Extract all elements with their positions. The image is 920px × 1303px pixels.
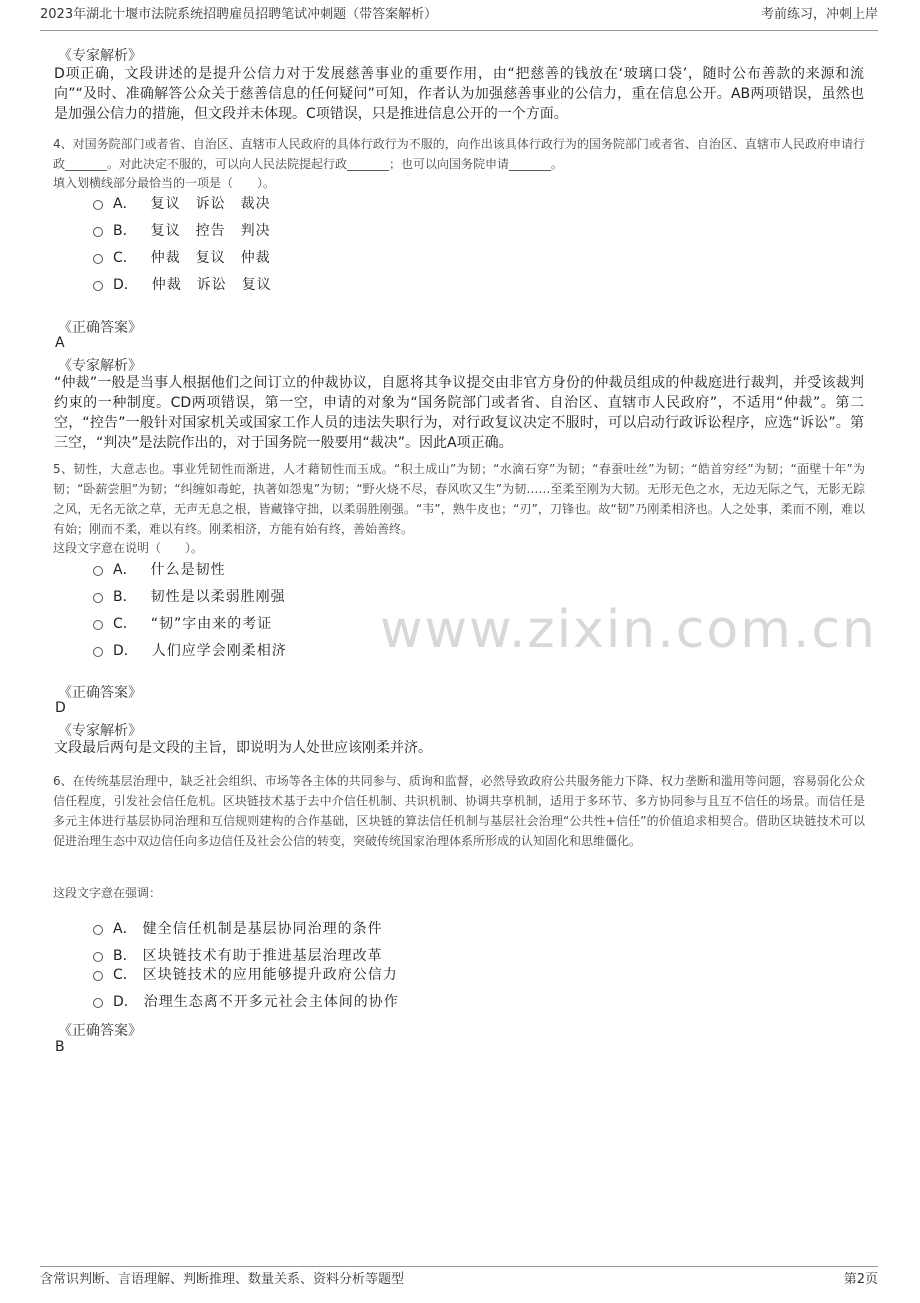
- radio-icon[interactable]: [93, 227, 103, 237]
- q6-option-b[interactable]: B． 区块链技术有助于推进基层治理改革: [93, 945, 383, 965]
- radio-icon[interactable]: [93, 971, 103, 981]
- q4-stem: 4、对国务院部门或者省、自治区、直辖市人民政府的具体行政行为不服的，向作出该具体行政行为的国务院部门或者省、自治区、直辖市人民政府申请行政_______。对此决定不服的，可以向人民法院提起行政_______；也可以向国务院申请_______。: [53, 137, 865, 171]
- q6-stem: 6、在传统基层治理中，缺乏社会组织、市场等各主体的共同参与、质询和监督，必然导致政府公共服务能力下降、权力垄断和滥用等问题，容易弱化公众信任程度，引发社会信任危机。区块链技术基于去中介信任机制、共识机制、协调共享机制，适用于多环节、多方协同参与且互不信任的场景。而信任是多元主体进行基层协同治理和互信规则建构的合作基础，区块链的算法信任机制与基层社会治理“公共性+信任”的价值追求相契合。借助区块链技术可以促进治理生态中双边信任向多边信任及社会公信的转变，突破传统国家治理体系所形成的认知固化和思维僵化。: [53, 774, 865, 848]
- q5-analysis: 文段最后两句是文段的主旨，即说明为人处世应该刚柔并济。: [54, 740, 432, 756]
- radio-icon[interactable]: [93, 200, 103, 210]
- q4-option-c[interactable]: C． 仲裁 复议 仲裁: [93, 247, 271, 267]
- page-number: 第2页: [843, 1272, 878, 1287]
- q6-answer: B: [55, 1039, 65, 1055]
- q3-analysis: D项正确，文段讲述的是提升公信力对于发展慈善事业的重要作用，由“把慈善的钱放在‘玻璃口袋’，随时公布善款的来源和流向”“及时、准确解答公众关于慈善信息的任何疑问”可知，作者认为加强慈善事业的公信力，重在信息公开。AB两项错误，虽然也是加强公信力的措施，但文段并未体现。C项错误，只是推进信息公开的一个方面。: [54, 66, 864, 122]
- q4-option-d[interactable]: D． 仲裁 诉讼 复议: [93, 274, 272, 294]
- q5-option-c[interactable]: C． “韧”字由来的考证: [93, 613, 272, 633]
- footer-description: 含常识判断、言语理解、判断推理、数量关系、资料分析等题型: [40, 1272, 405, 1287]
- correct-answer-label: 《正确答案》: [58, 1023, 142, 1039]
- radio-icon[interactable]: [93, 566, 103, 576]
- radio-icon[interactable]: [93, 998, 103, 1008]
- page-footer: [40, 1266, 878, 1303]
- q4-answer: A: [55, 335, 65, 351]
- q5-answer: D: [55, 700, 66, 716]
- q6-prompt: 这段文字意在强调：: [53, 886, 162, 900]
- expert-analysis-label: 《专家解析》: [58, 723, 142, 739]
- q5-option-d[interactable]: D． 人们应学会刚柔相济: [93, 640, 287, 660]
- q4-option-b[interactable]: B． 复议 控告 判决: [93, 220, 271, 240]
- expert-analysis-label: 《专家解析》: [58, 358, 142, 374]
- expert-analysis-label: 《专家解析》: [58, 48, 142, 64]
- correct-answer-label: 《正确答案》: [58, 320, 142, 336]
- q6-option-d[interactable]: D． 治理生态离不开多元社会主体间的协作: [93, 991, 399, 1011]
- radio-icon[interactable]: [93, 593, 103, 603]
- q4-prompt: 填入划横线部分最恰当的一项是（ ）。: [53, 176, 276, 190]
- watermark: www.zixin.com.cn: [380, 600, 877, 660]
- header-slogan: 考前练习，冲刺上岸: [760, 7, 878, 22]
- page-header: [40, 0, 878, 31]
- document-title: 2023年湖北十堰市法院系统招聘雇员招聘笔试冲刺题（带答案解析）: [40, 7, 438, 22]
- q5-stem: 5、韧性，大意志也。事业凭韧性而渐进，人才藉韧性而玉成。“积土成山”为韧；“水滴石穿”为韧；“春蚕吐丝”为韧；“皓首穷经”为韧；“面壁十年”为韧；“卧薪尝胆”为韧；“纠缠如毒蛇，执著如怨鬼”为韧；“野火烧不尽，春风吹又生”为韧……至柔至刚为大韧。无形无色之水，无边无际之气，无影无踪之风，无名无欲之草，无声无息之根，皆藏锋守拙，以柔弱胜刚强。“韦”，熟牛皮也；“刃”，刀锋也。故“韧”乃刚柔相济也。人之处事，柔而不刚，难以有始；刚而不柔，难以有终。刚柔相济，方能有始有终，善始善终。: [53, 462, 865, 536]
- radio-icon[interactable]: [93, 281, 103, 291]
- radio-icon[interactable]: [93, 925, 103, 935]
- radio-icon[interactable]: [93, 952, 103, 962]
- radio-icon[interactable]: [93, 254, 103, 264]
- radio-icon[interactable]: [93, 647, 103, 657]
- correct-answer-label: 《正确答案》: [58, 685, 142, 701]
- q5-prompt: 这段文字意在说明（ ）。: [53, 541, 204, 555]
- q6-option-c[interactable]: C． 区块链技术的应用能够提升政府公信力: [93, 964, 398, 984]
- q4-analysis: “仲裁”一般是当事人根据他们之间订立的仲裁协议，自愿将其争议提交由非官方身份的仲裁员组成的仲裁庭进行裁判，并受该裁判约束的一种制度。CD两项错误，第一空，申请的对象为“国务院部门或者省、自治区、直辖市人民政府”，不适用“仲裁”。第二空，“控告”一般针对国家机关或国家工作人员的违法失职行为，对行政复议决定不服时，可以启动行政诉讼程序，应选“诉讼”。第三空，“判决”是法院作出的，对于国务院一般要用“裁决”。因此A项正确。: [54, 375, 864, 451]
- q5-option-a[interactable]: A． 什么是韧性: [93, 559, 226, 579]
- q5-option-b[interactable]: B． 韧性是以柔弱胜刚强: [93, 586, 286, 606]
- radio-icon[interactable]: [93, 620, 103, 630]
- q4-option-a[interactable]: A． 复议 诉讼 裁决: [93, 193, 271, 213]
- q6-option-a[interactable]: A． 健全信任机制是基层协同治理的条件: [93, 918, 383, 938]
